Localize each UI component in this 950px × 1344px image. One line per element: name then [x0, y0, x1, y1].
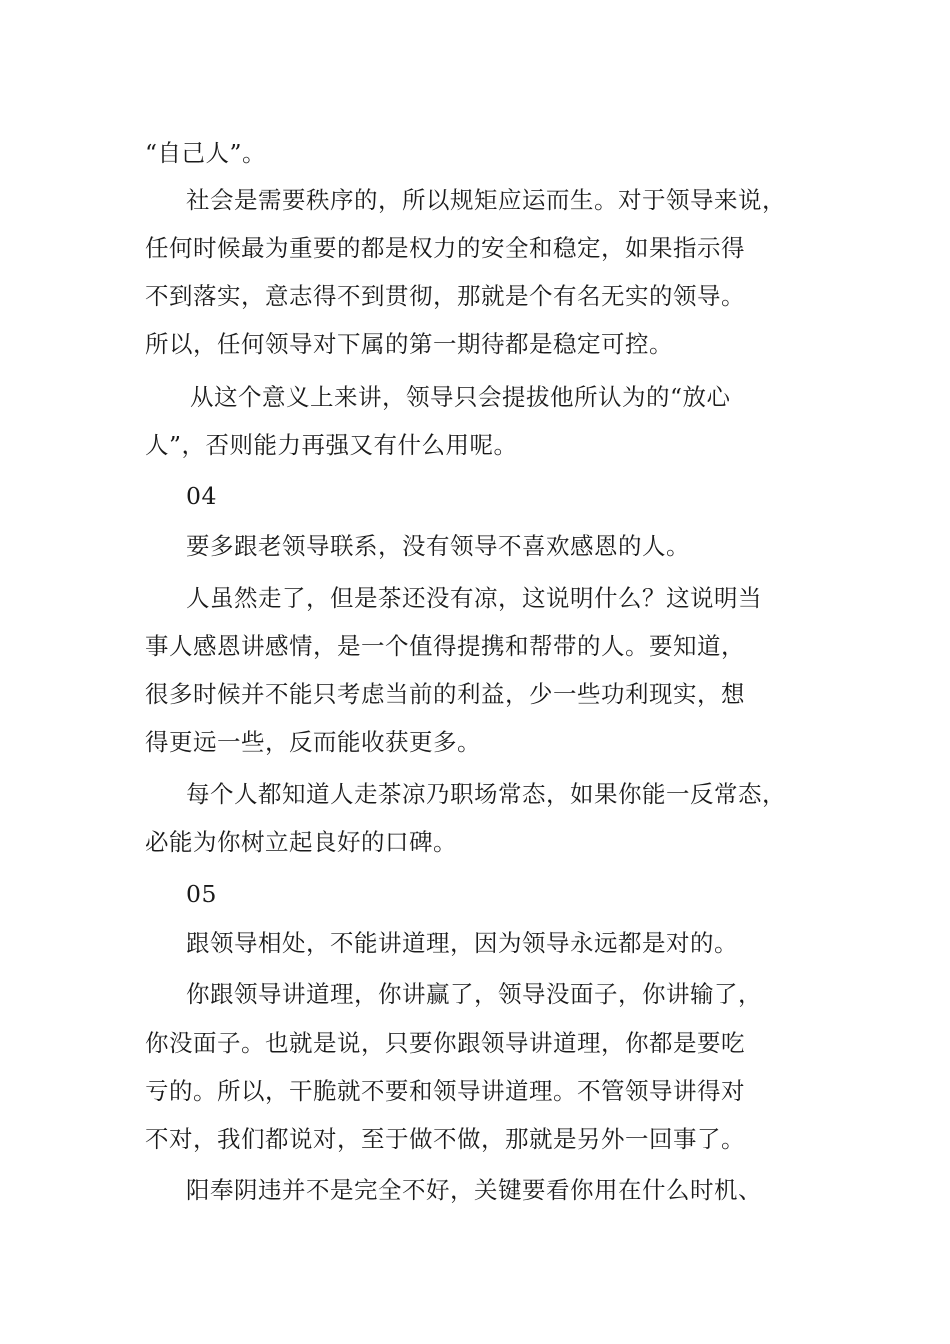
text-line: 不对，我们都说对，至于做不做，那就是另外一回事了。 [145, 1125, 745, 1153]
paragraph-start: 人虽然走了，但是茶还没有凉，这说明什么？这说明当 [186, 584, 762, 612]
text-line: 得更远一些，反而能收获更多。 [145, 728, 481, 756]
paragraph-start: 阳奉阴违并不是完全不好，关键要看你用在什么时机、 [186, 1176, 762, 1204]
text-line: 亏的。所以，干脆就不要和领导讲道理。不管领导讲得对 [145, 1077, 745, 1105]
text-line: 不到落实，意志得不到贯彻，那就是个有名无实的领导。 [145, 282, 745, 310]
text-line: 所以，任何领导对下属的第一期待都是稳定可控。 [145, 330, 673, 358]
text-line: “自己人”。 [145, 139, 267, 167]
paragraph-start: 社会是需要秩序的，所以规矩应运而生。对于领导来说， [186, 186, 786, 214]
text-line: 人”，否则能力再强又有什么用呢。 [145, 431, 518, 459]
paragraph-start: 从这个意义上来讲，领导只会提拔他所认为的“放心 [190, 383, 731, 411]
text-line: 事人感恩讲感情，是一个值得提携和帮带的人。要知道， [145, 632, 745, 660]
text-line: 你没面子。也就是说，只要你跟领导讲道理，你都是要吃 [145, 1029, 745, 1057]
paragraph-start: 要多跟老领导联系，没有领导不喜欢感恩的人。 [186, 532, 690, 560]
section-number: 05 [186, 880, 217, 908]
paragraph-start: 跟领导相处，不能讲道理，因为领导永远都是对的。 [186, 929, 738, 957]
paragraph-start: 每个人都知道人走茶凉乃职场常态，如果你能一反常态， [186, 780, 786, 808]
section-number: 04 [186, 482, 217, 510]
text-line: 必能为你树立起良好的口碑。 [145, 828, 457, 856]
text-line: 很多时候并不能只考虑当前的利益，少一些功利现实，想 [145, 680, 745, 708]
text-line: 任何时候最为重要的都是权力的安全和稳定，如果指示得 [145, 234, 745, 262]
paragraph-start: 你跟领导讲道理，你讲赢了，领导没面子，你讲输了， [186, 980, 762, 1008]
